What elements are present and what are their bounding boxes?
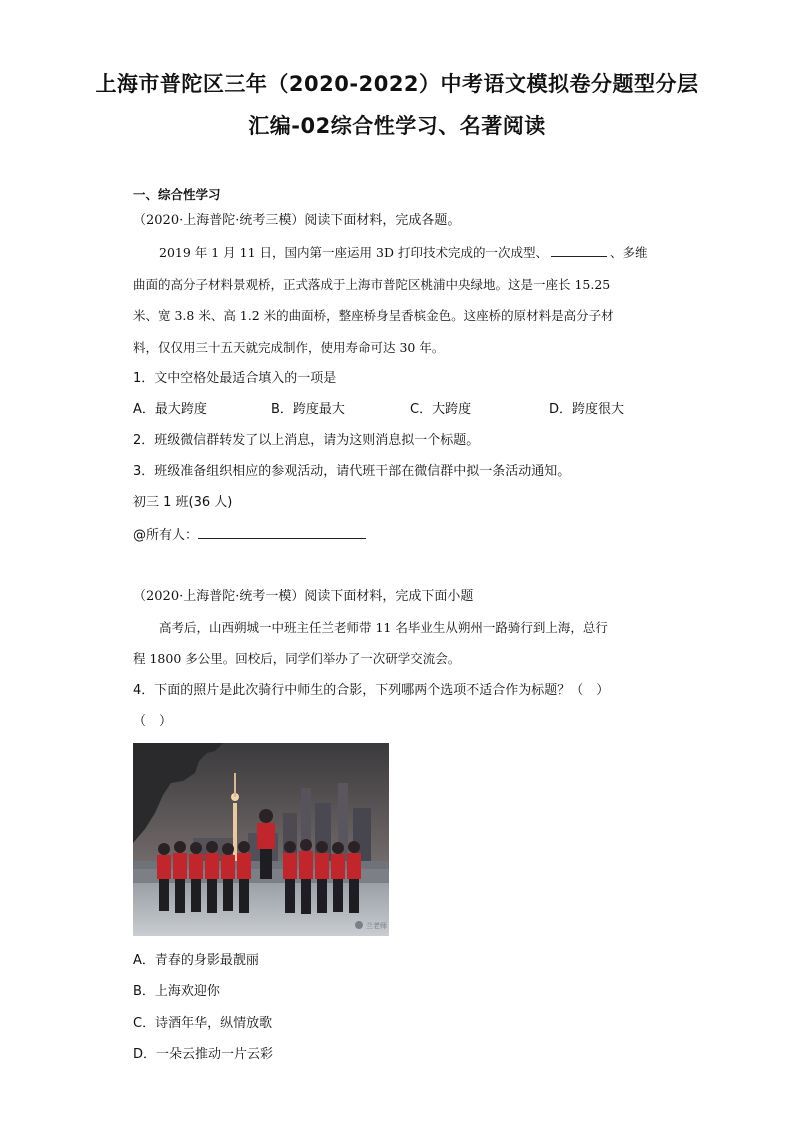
option-d: D．跨度很大 — [549, 402, 625, 417]
paragraph-line: 高考后，山西朔城一中班主任兰老师带 11 名毕业生从朔州一路骑行到上海，总行 — [159, 620, 608, 635]
question-2: 2．班级微信群转发了以上消息，请为这则消息拟一个标题。 — [133, 433, 480, 448]
paragraph-line: 曲面的高分子材料景观桥，正式落成于上海市普陀区桃浦中央绿地。这是一座长 15.25 — [133, 277, 611, 292]
question-4-option-b: B．上海欢迎你 — [133, 984, 220, 999]
question-3: 3．班级准备组织相应的参观活动，请代班干部在微信群中拟一条活动通知。 — [133, 464, 571, 479]
option-b: B．跨度最大 — [271, 402, 345, 417]
notice-line — [133, 526, 366, 545]
paragraph-line — [159, 244, 647, 262]
option-c: C．大跨度 — [410, 402, 472, 417]
document-title-line-2: 汇编-02综合性学习、名著阅读 — [248, 114, 546, 138]
question-source: （2020·上海普陀·统考三模）阅读下面材料，完成各题。 — [133, 213, 461, 228]
group-photo — [133, 743, 389, 936]
notice-blank — [198, 526, 366, 539]
paragraph-line: 程 1800 多公里。回校后，同学们举办了一次研学交流会。 — [133, 651, 461, 666]
document-title-line-1: 上海市普陀区三年（2020-2022）中考语文模拟卷分题型分层 — [95, 72, 699, 96]
question-4-option-d: D．一朵云推动一片云彩 — [133, 1047, 274, 1062]
question-1: 1．文中空格处最适合填入的一项是 — [133, 371, 337, 386]
answer-paren: （ ） — [133, 714, 173, 729]
fill-in-blank — [551, 244, 607, 257]
photo-watermark: 兰老师 — [366, 922, 387, 930]
class-name: 初三 1 班(36 人) — [133, 495, 233, 510]
paragraph-text: 2019 年 1 月 11 日，国内第一座运用 3D 打印技术完成的一次成型、 — [159, 245, 548, 260]
question-4-option-c: C．诗酒年华，纵情放歌 — [133, 1016, 273, 1031]
paragraph-text: 、多维 — [609, 245, 648, 260]
section-heading: 一、综合性学习 — [133, 187, 221, 202]
question-4-option-a: A．青春的身影最靓丽 — [133, 953, 259, 968]
paragraph-line: 米、宽 3.8 米、高 1.2 米的曲面桥，整座桥身呈香槟金色。这座桥的原材料是高分子材 — [133, 308, 614, 323]
option-a: A．最大跨度 — [133, 402, 207, 417]
question-source: （2020·上海普陀·统考一模）阅读下面材料，完成下面小题 — [133, 589, 474, 604]
paragraph-line: 料，仅仅用三十五天就完成制作，使用寿命可达 30 年。 — [133, 340, 445, 355]
question-4: 4．下面的照片是此次骑行中师生的合影，下列哪两个选项不适合作为标题？（ ） — [133, 683, 610, 698]
at-all-label: @所有人： — [133, 528, 199, 543]
question-1-options — [133, 401, 653, 419]
